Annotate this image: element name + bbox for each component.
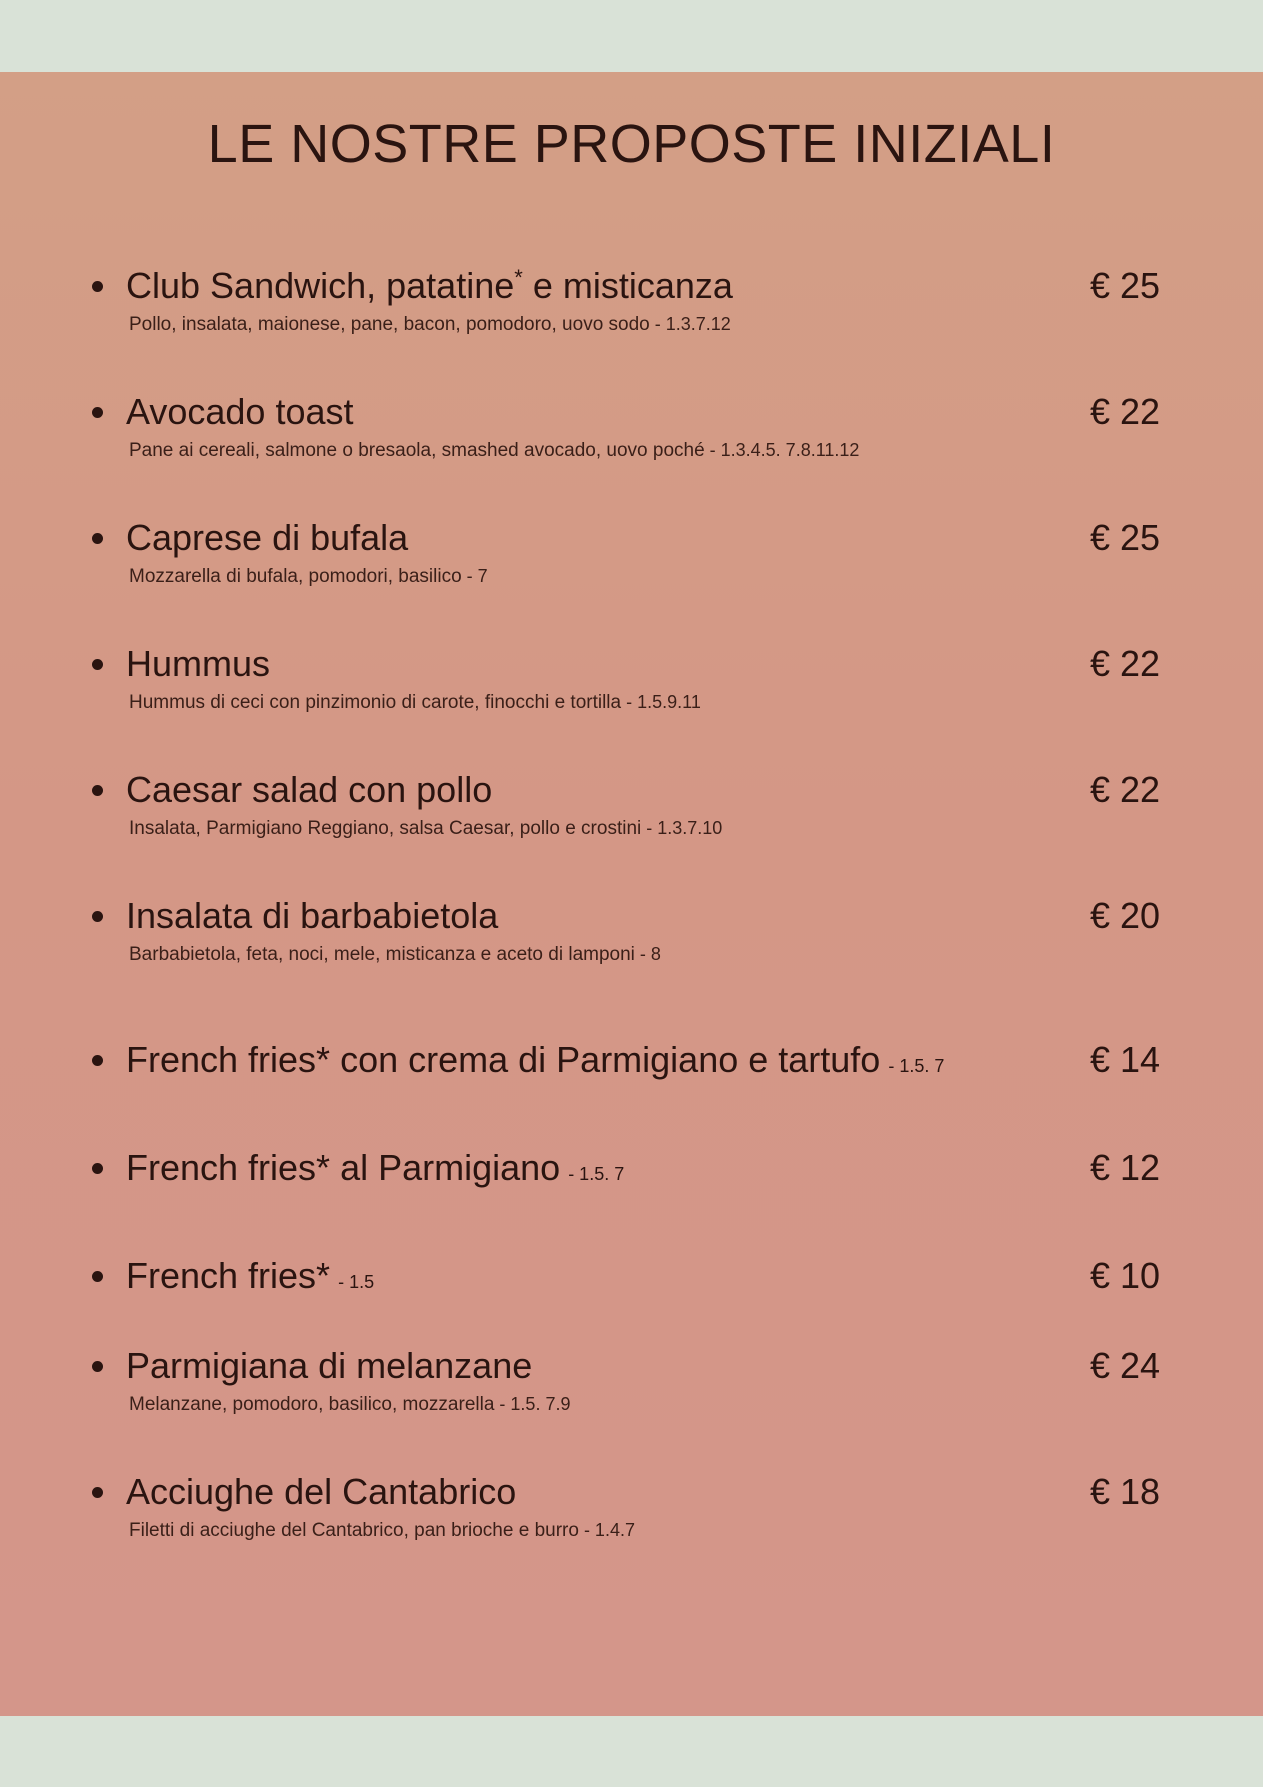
bullet-icon [92, 659, 103, 670]
item-price: € 10 [1090, 1255, 1161, 1296]
allergen-codes: - 7 [461, 566, 488, 586]
item-price: € 22 [1090, 391, 1161, 432]
item-price: € 20 [1090, 895, 1161, 936]
allergen-codes: - 1.5. 7 [568, 1164, 625, 1184]
bullet-icon [92, 281, 103, 292]
allergen-codes: - 1.5. 7.9 [494, 1394, 571, 1414]
item-description: Mozzarella di bufala, pomodori, basilico - 7 [129, 566, 488, 587]
item-name: French fries* - 1.5 [126, 1255, 375, 1296]
item-description: Hummus di ceci con pinzimonio di carote, finocchi e tortilla - 1.5.9.11 [129, 692, 701, 713]
item-description: Melanzane, pomodoro, basilico, mozzarella - 1.5. 7.9 [129, 1394, 571, 1415]
bullet-icon [92, 407, 103, 418]
item-name: French fries* con crema di Parmigiano e tartufo - 1.5. 7 [126, 1039, 945, 1080]
item-price: € 25 [1090, 265, 1161, 306]
item-name: Avocado toast [126, 391, 354, 432]
item-price: € 24 [1090, 1345, 1161, 1386]
bullet-icon [92, 1055, 103, 1066]
item-price: € 25 [1090, 517, 1161, 558]
menu-title: LE NOSTRE PROPOSTE INIZIALI [207, 114, 1056, 174]
bullet-icon [92, 1271, 103, 1282]
item-description: Barbabietola, feta, noci, mele, misticanza e aceto di lamponi - 8 [129, 944, 661, 965]
bullet-icon [92, 533, 103, 544]
bullet-icon [92, 1163, 103, 1174]
item-description: Insalata, Parmigiano Reggiano, salsa Caesar, pollo e crostini - 1.3.7.10 [129, 818, 723, 839]
item-name: Acciughe del Cantabrico [126, 1471, 517, 1512]
allergen-codes: - 1.3.7.12 [649, 314, 731, 334]
allergen-codes: - 1.4.7 [578, 1520, 635, 1540]
item-name: Parmigiana di melanzane [126, 1345, 533, 1386]
bullet-icon [92, 1361, 103, 1372]
allergen-codes: - 1.5 [338, 1272, 375, 1292]
top-border-band [0, 0, 1263, 72]
allergen-codes: - 8 [634, 944, 661, 964]
bullet-icon [92, 785, 103, 796]
item-name: French fries* al Parmigiano - 1.5. 7 [126, 1147, 625, 1188]
item-name: Insalata di barbabietola [126, 895, 499, 936]
item-price: € 12 [1090, 1147, 1161, 1188]
item-name: Caesar salad con pollo [126, 769, 493, 810]
allergen-codes: - 1.5.9.11 [621, 692, 701, 712]
item-price: € 22 [1090, 643, 1161, 684]
item-description: Filetti di acciughe del Cantabrico, pan brioche e burro - 1.4.7 [129, 1520, 635, 1541]
menu-panel [0, 72, 1263, 1716]
bottom-border-band [0, 1716, 1263, 1787]
bullet-icon [92, 911, 103, 922]
item-price: € 14 [1090, 1039, 1161, 1080]
item-name: Club Sandwich, patatine* e misticanza [126, 265, 733, 306]
asterisk-superscript: * [514, 265, 523, 290]
item-description: Pollo, insalata, maionese, pane, bacon, pomodoro, uovo sodo - 1.3.7.12 [129, 314, 731, 335]
item-name: Hummus [126, 643, 271, 684]
item-price: € 18 [1090, 1471, 1161, 1512]
item-name: Caprese di bufala [126, 517, 409, 558]
bullet-icon [92, 1487, 103, 1498]
allergen-codes: - 1.3.7.10 [641, 818, 723, 838]
allergen-codes: - 1.3.4.5. 7.8.11.12 [704, 440, 860, 460]
item-description: Pane ai cereali, salmone o bresaola, smashed avocado, uovo poché - 1.3.4.5. 7.8.11.12 [129, 440, 860, 461]
allergen-codes: - 1.5. 7 [888, 1056, 945, 1076]
item-price: € 22 [1090, 769, 1161, 810]
